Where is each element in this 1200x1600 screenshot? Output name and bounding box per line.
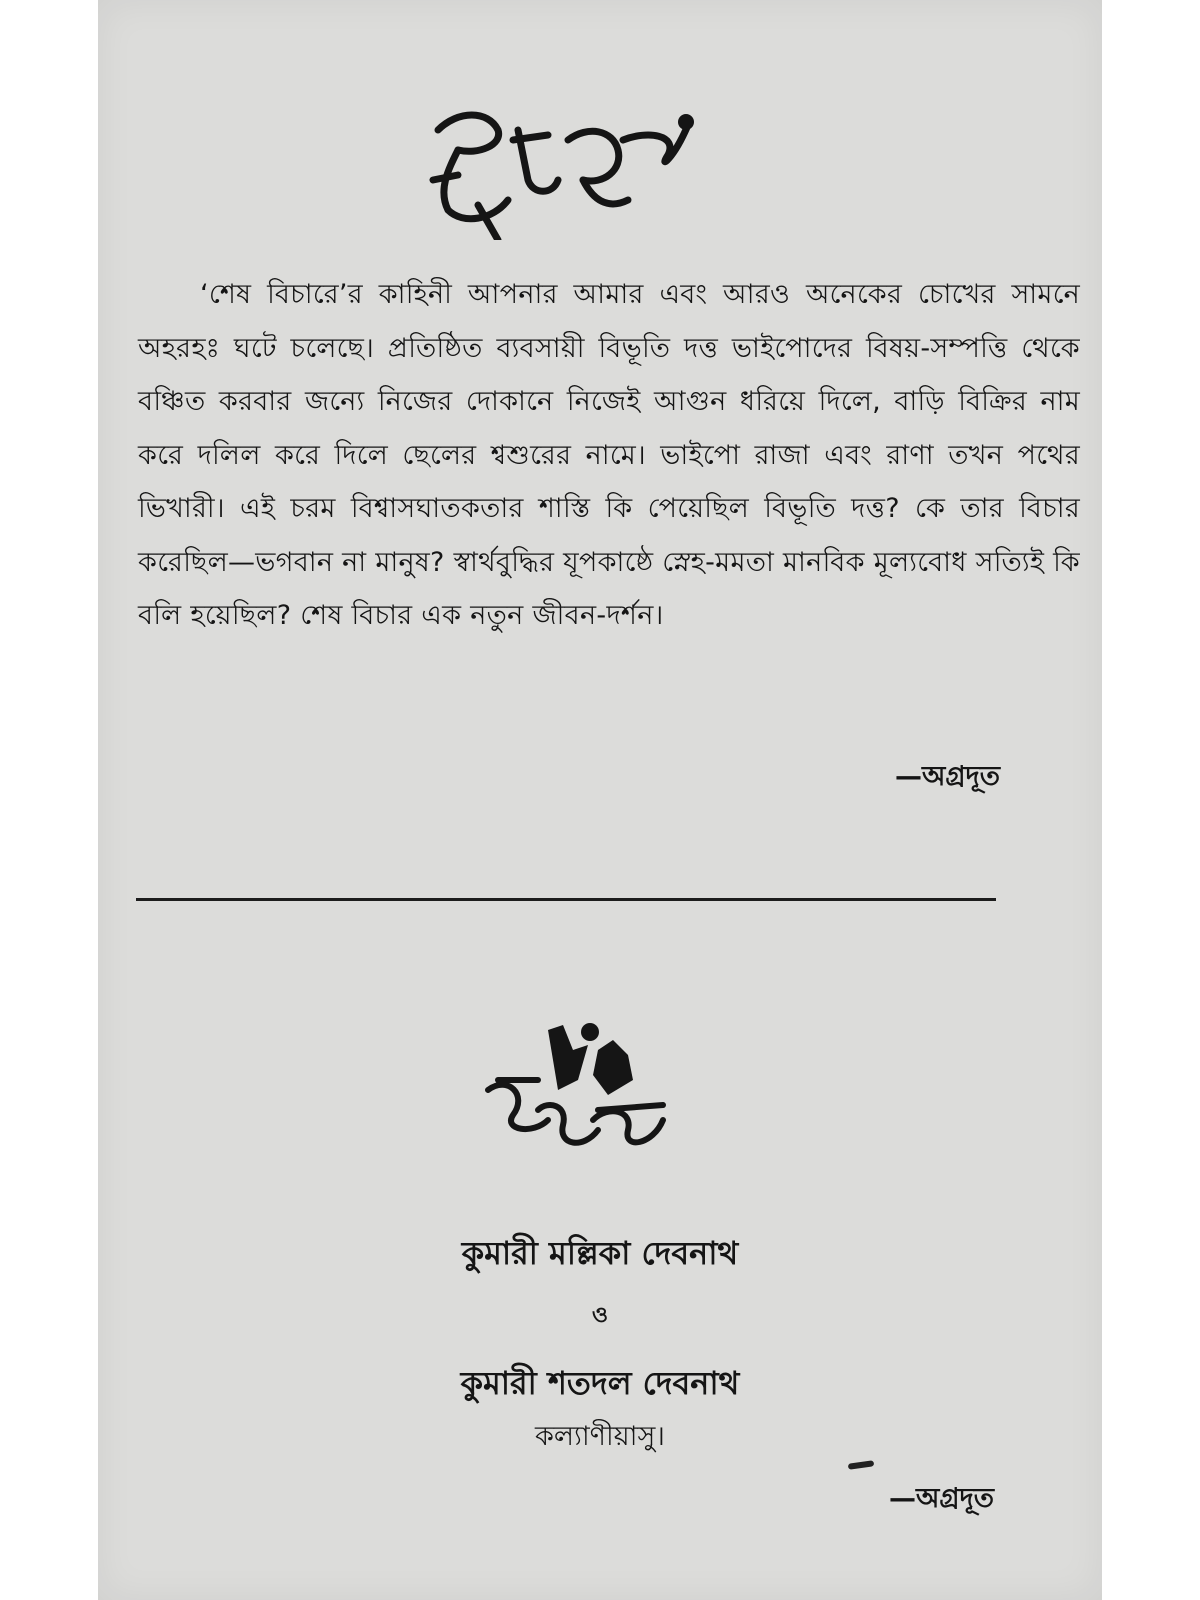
signature-bottom: —অগ্রদূত xyxy=(888,1483,994,1514)
dedication-conjunction: ও xyxy=(591,1303,609,1328)
dedication-salutation: কল্যাণীয়াসু। xyxy=(535,1421,665,1452)
signature-top: —অগ্রদূত xyxy=(894,761,1000,792)
calligraphic-heading-logo xyxy=(418,100,708,240)
dedication-name-1: কুমারী মল্লিকা দেবনাথ xyxy=(461,1234,739,1272)
blurb-paragraph: ‘শেষ বিচারে’র কাহিনী আপনার আমার এবং আরও অনেকের চোখের সামনে অহরহঃ ঘটে চলেছে। প্রতিষ্ঠিত ব্যবসায়ী বিভূতি দত্ত ভাইপোদের বিষয়-সম্পত্তি থেকে বঞ্চিত করবার জন্যে নিজের দোকানে নিজেই আগুন ধরিয়ে দিলে, বাড়ি বিক্রির নাম করে দলিল করে দিলে ছেলের শ্বশুরের নামে। ভাইপো রাজা এবং রাণা তখন পথের ভিখারী। এই চরম বিশ্বাসঘাতকতার শাস্তি কি পেয়েছিল বিভূতি দত্ত? কে তার বিচার করেছিল—ভগবান না মানুষ? স্বার্থবুদ্ধির যূপকাষ্ঠে স্নেহ-মমতা মানবিক মূল্যবোধ সত্যিই কি বলি হয়েছিল? শেষ বিচার এক নতুন জীবন-দর্শন। xyxy=(138,279,1080,631)
ink-speck xyxy=(848,1460,875,1470)
dedication-name-2: কুমারী শতদল দেবনাথ xyxy=(460,1364,740,1402)
section-divider xyxy=(136,898,996,901)
publisher-logo xyxy=(478,1020,678,1170)
book-page xyxy=(98,0,1102,1600)
